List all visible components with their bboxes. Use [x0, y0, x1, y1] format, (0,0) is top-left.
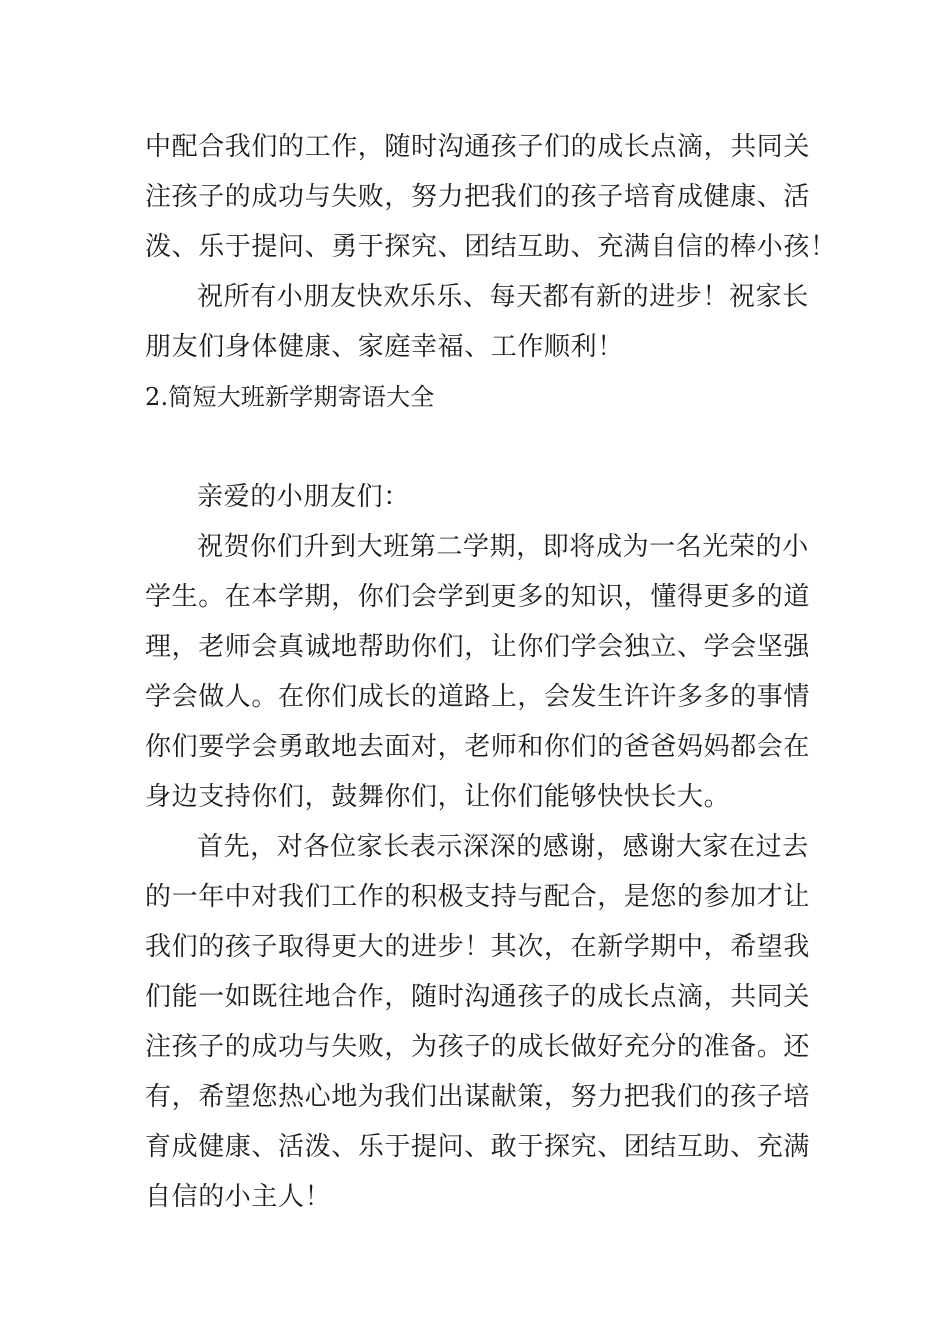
paragraph-line: 学会做人。在你们成长的道路上，会发生许许多多的事情	[145, 682, 811, 712]
paragraph-line: 学生。在本学期，你们会学到更多的知识，懂得更多的道	[145, 582, 811, 612]
paragraph-line: 们能一如既往地合作，随时沟通孩子的成长点滴，共同关	[145, 982, 811, 1012]
paragraph-line: 祝贺你们升到大班第二学期，即将成为一名光荣的小	[197, 532, 809, 562]
section-heading: 2.简短大班新学期寄语大全	[145, 383, 435, 411]
paragraph-line: 首先，对各位家长表示深深的感谢，感谢大家在过去	[197, 832, 809, 862]
paragraph-line: 自信的小主人！	[145, 1182, 332, 1212]
paragraph-line: 的一年中对我们工作的积极支持与配合，是您的参加才让	[145, 882, 811, 912]
paragraph-line: 身边支持你们，鼓舞你们，让你们能够快快长大。	[145, 782, 731, 812]
paragraph-line: 祝所有小朋友快欢乐乐、每天都有新的进步！祝家长	[197, 282, 809, 312]
salutation-line: 亲爱的小朋友们：	[197, 482, 410, 512]
paragraph-line: 育成健康、活泼、乐于提问、敢于探究、团结互助、充满	[145, 1132, 811, 1162]
paragraph-line: 我们的孩子取得更大的进步！其次，在新学期中，希望我	[145, 932, 811, 962]
paragraph-line: 注孩子的成功与失败，为孩子的成长做好充分的准备。还	[145, 1032, 811, 1062]
paragraph-line: 泼、乐于提问、勇于探究、团结互助、充满自信的棒小孩！	[145, 232, 837, 262]
paragraph-line: 朋友们身体健康、家庭幸福、工作顺利！	[145, 332, 624, 362]
paragraph-line: 你们要学会勇敢地去面对，老师和你们的爸爸妈妈都会在	[145, 732, 811, 762]
paragraph-line: 理，老师会真诚地帮助你们，让你们学会独立、学会坚强	[145, 632, 811, 662]
paragraph-line: 中配合我们的工作，随时沟通孩子们的成长点滴，共同关	[145, 132, 811, 162]
paragraph-line: 注孩子的成功与失败，努力把我们的孩子培育成健康、活	[145, 182, 811, 212]
paragraph-line: 有，希望您热心地为我们出谋献策，努力把我们的孩子培	[145, 1082, 811, 1112]
